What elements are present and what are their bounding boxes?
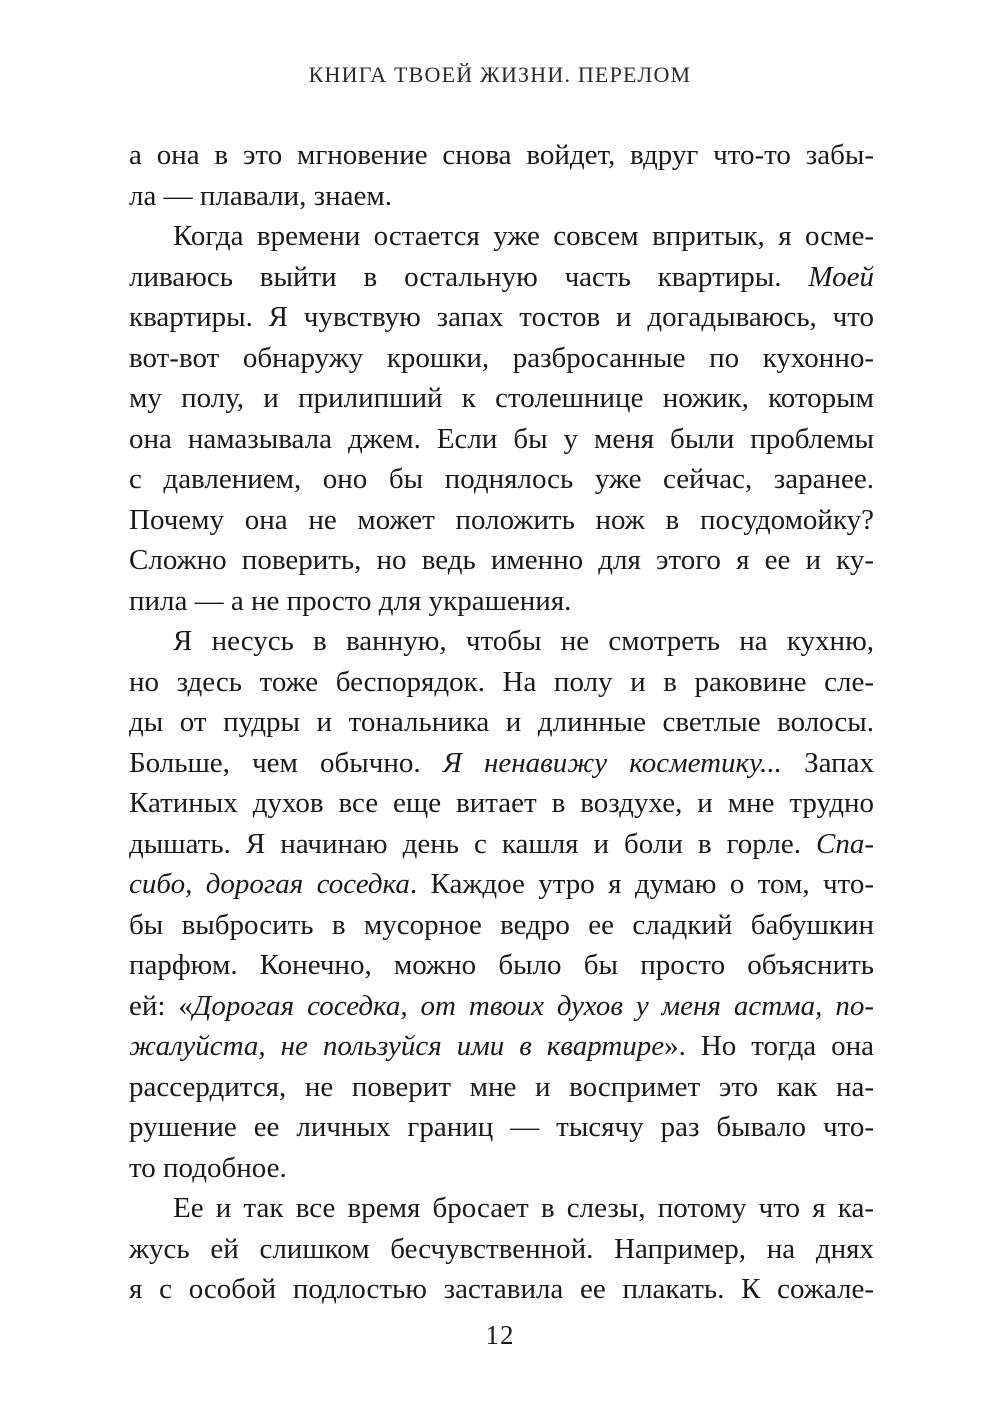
text-line: [129, 783, 874, 824]
text-segment: ». Но тогда она: [664, 1030, 874, 1062]
italic-text: сибо, дорогая соседка: [129, 868, 410, 900]
text-segment: ей: «: [129, 989, 193, 1022]
text-line: [129, 1188, 874, 1229]
text-line: [129, 743, 874, 784]
text-line: [129, 621, 874, 662]
text-line: [129, 1107, 874, 1148]
text-segment: Я несусь в ванную, чтобы не смотреть на кухню,: [173, 625, 874, 657]
text-segment: то подобное.: [129, 1151, 287, 1184]
text-segment: вот-вот обнаружу крошки, разбросанные по кухонно-: [129, 341, 874, 374]
running-title: КНИГА ТВОЕЙ ЖИЗНИ. ПЕРЕЛОМ: [308, 62, 692, 87]
italic-text: жалуйста, не пользуйся ими в квартире: [129, 1030, 665, 1062]
text-line: [129, 864, 874, 905]
italic-text: Я ненавижу косметику...: [442, 746, 782, 779]
text-line: [129, 581, 874, 622]
text-line: [129, 338, 874, 379]
text-line: [129, 945, 874, 986]
text-segment: бы выбросить в мусорное ведро ее сладкий бабушкин: [129, 908, 874, 941]
page-number: 12: [485, 1320, 515, 1350]
text-line: [129, 419, 874, 460]
text-line: [129, 135, 874, 176]
text-line: [129, 1067, 874, 1108]
text-line: [129, 257, 874, 298]
italic-text: Дорогая соседка, от твоих духов у меня астма, по-: [192, 989, 874, 1022]
italic-text: Спа-: [816, 827, 874, 860]
text-segment: я с особой подлостью заставила ее плакать. К сожале-: [129, 1273, 874, 1305]
text-segment: ливаюсь выйти в остальную часть квартиры.: [129, 260, 809, 293]
text-line: [129, 540, 874, 581]
text-line: [129, 662, 874, 703]
text-line: [129, 986, 874, 1027]
text-line: [129, 378, 874, 419]
text-segment: дышать. Я начинаю день с кашля и боли в горле.: [129, 827, 816, 860]
text-segment: Запах: [781, 746, 874, 779]
text-segment: Почему она не может положить нож в посудомойку?: [129, 503, 874, 536]
text-segment: . Каждое утро я думаю о том, что-: [409, 868, 874, 900]
text-segment: Ее и так все время бросает в слезы, потому что я ка-: [173, 1192, 874, 1224]
text-segment: но здесь тоже беспорядок. На полу и в раковине сле-: [129, 665, 874, 698]
text-line: [129, 1148, 874, 1189]
text-segment: рушение ее личных границ — тысячу раз бывало что-: [129, 1111, 874, 1143]
text-segment: а она в это мгновение снова войдет, вдруг что-то забы-: [129, 139, 874, 171]
text-line: [129, 1229, 874, 1270]
text-line: [129, 459, 874, 500]
text-segment: ла — плавали, знаем.: [129, 179, 392, 212]
text-segment: Катиных духов все еще витает в воздухе, и мне трудно: [129, 787, 874, 819]
text-segment: она намазывала джем. Если бы у меня были проблемы: [129, 422, 874, 455]
text-segment: пила — а не просто для украшения.: [129, 584, 572, 617]
text-line: [129, 824, 874, 865]
text-segment: Больше, чем обычно.: [129, 746, 443, 779]
text-segment: Когда времени остается уже совсем впритык, я осме-: [173, 220, 874, 252]
text-line: [129, 216, 874, 257]
text-line: [129, 500, 874, 541]
text-line: [129, 702, 874, 743]
text-segment: парфюм. Конечно, можно было бы просто объяснить: [129, 949, 874, 981]
text-line: [129, 297, 874, 338]
italic-text: Моей: [808, 260, 874, 293]
text-segment: с давлением, оно бы поднялось уже сейчас, заранее.: [129, 463, 874, 495]
text-segment: му полу, и прилипший к столешнице ножик, которым: [129, 382, 874, 414]
text-segment: Сложно поверить, но ведь именно для этого я ее и ку-: [129, 544, 874, 576]
body-text: [129, 135, 874, 1310]
text-line: [129, 1026, 874, 1067]
text-segment: рассердится, не поверит мне и воспримет это как на-: [129, 1070, 874, 1103]
text-line: [129, 176, 874, 217]
text-line: [129, 905, 874, 946]
text-segment: жусь ей слишком бесчувственной. Например, на днях: [129, 1232, 874, 1265]
text-line: [129, 1269, 874, 1310]
text-segment: квартиры. Я чувствую запах тостов и догадываюсь, что: [129, 301, 874, 333]
text-segment: ды от пудры и тональника и длинные светлые волосы.: [129, 706, 874, 738]
